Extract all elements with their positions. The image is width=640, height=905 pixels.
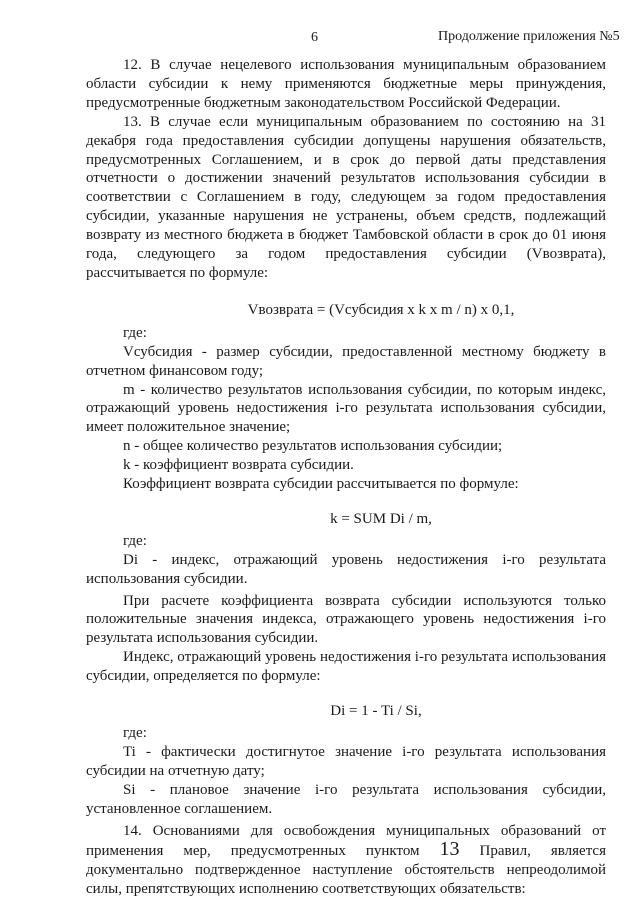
appendix-header: Продолжение приложения №5 bbox=[438, 29, 620, 44]
clause-number: 13 bbox=[439, 838, 460, 861]
where-label: где: bbox=[123, 532, 147, 549]
definition-k: k - коэффициент возврата субсидии. bbox=[123, 457, 354, 474]
where-label: где: bbox=[123, 324, 147, 341]
paragraph-14-start: 14. Основаниями для освобождения муниципальных образований от применения мер, предусмотренных пунктом bbox=[86, 822, 606, 860]
paragraph-12: 12. В случае нецелевого использования муниципальным образованием области субсидии к нему применяются бюджетные меры принуждения, предусмотренные бюджетным законодательством Российской Федерации. bbox=[86, 57, 606, 111]
formula-k: k = SUM Di / m, bbox=[330, 510, 432, 527]
definition-m: m - количество результатов использования субсидии, по которым индекс, отражающий уровень недостижения i-го результата использования субсидии, имеет положительное значение; bbox=[86, 381, 606, 436]
k-intro: Коэффициент возврата субсидии рассчитывается по формуле: bbox=[123, 476, 519, 493]
paragraph-positive-values: При расчете коэффициента возврата субсидии используются только положительные значения индекса, отражающего уровень недостижения i-го результата использования субсидии. bbox=[86, 592, 606, 647]
paragraph-14-end: Правил, является документально подтвержденное наступление обстоятельств непреодолимой силы, препятствующих исполнению соответствующих обязательств: bbox=[86, 843, 606, 898]
document-body bbox=[86, 56, 606, 899]
page-number: 6 bbox=[311, 30, 318, 45]
definition-n: n - общее количество результатов использования субсидии; bbox=[123, 438, 503, 455]
formula-di: Di = 1 - Ti / Si, bbox=[330, 703, 422, 720]
paragraph-index: Индекс, отражающий уровень недостижения i-го результата использования субсидии, определяется по формуле: bbox=[86, 649, 606, 685]
formula-refund: Vвозврата = (Vсубсидия x k x m / n) x 0,1, bbox=[247, 301, 515, 318]
definition-di: Di - индекс, отражающий уровень недостижения i-го результата использования субсидии. bbox=[86, 551, 606, 587]
where-label: где: bbox=[123, 725, 147, 741]
definition-si: Si - плановое значение i-го результата использования субсидии, установленное соглашением. bbox=[86, 781, 606, 817]
paragraph-13: 13. В случае если муниципальным образованием по состоянию на 31 декабря года предоставления субсидии допущены нарушения обязательств, предусмотренных Соглашением, и в срок до первой даты представления отчетности о достижении значений результатов использования субсидии в соответствии с Соглашением в году, следующем за годом предоставления субсидии, указанные нарушения не устранены, объем средств, подлежащий возврату из местного бюджета в бюджет Тамбовской области в срок до 01 июня года, следующего за годом предоставления субсидии (Vвозврата), рассчитывается по формуле: bbox=[86, 113, 606, 281]
paragraph-14 bbox=[86, 822, 606, 900]
definition-vsubsidy: Vсубсидия - размер субсидии, предоставленной местному бюджету в отчетном финансовом году; bbox=[86, 343, 606, 379]
definition-ti: Ti - фактически достигнутое значение i-го результата использования субсидии на отчетную дату; bbox=[86, 743, 606, 779]
